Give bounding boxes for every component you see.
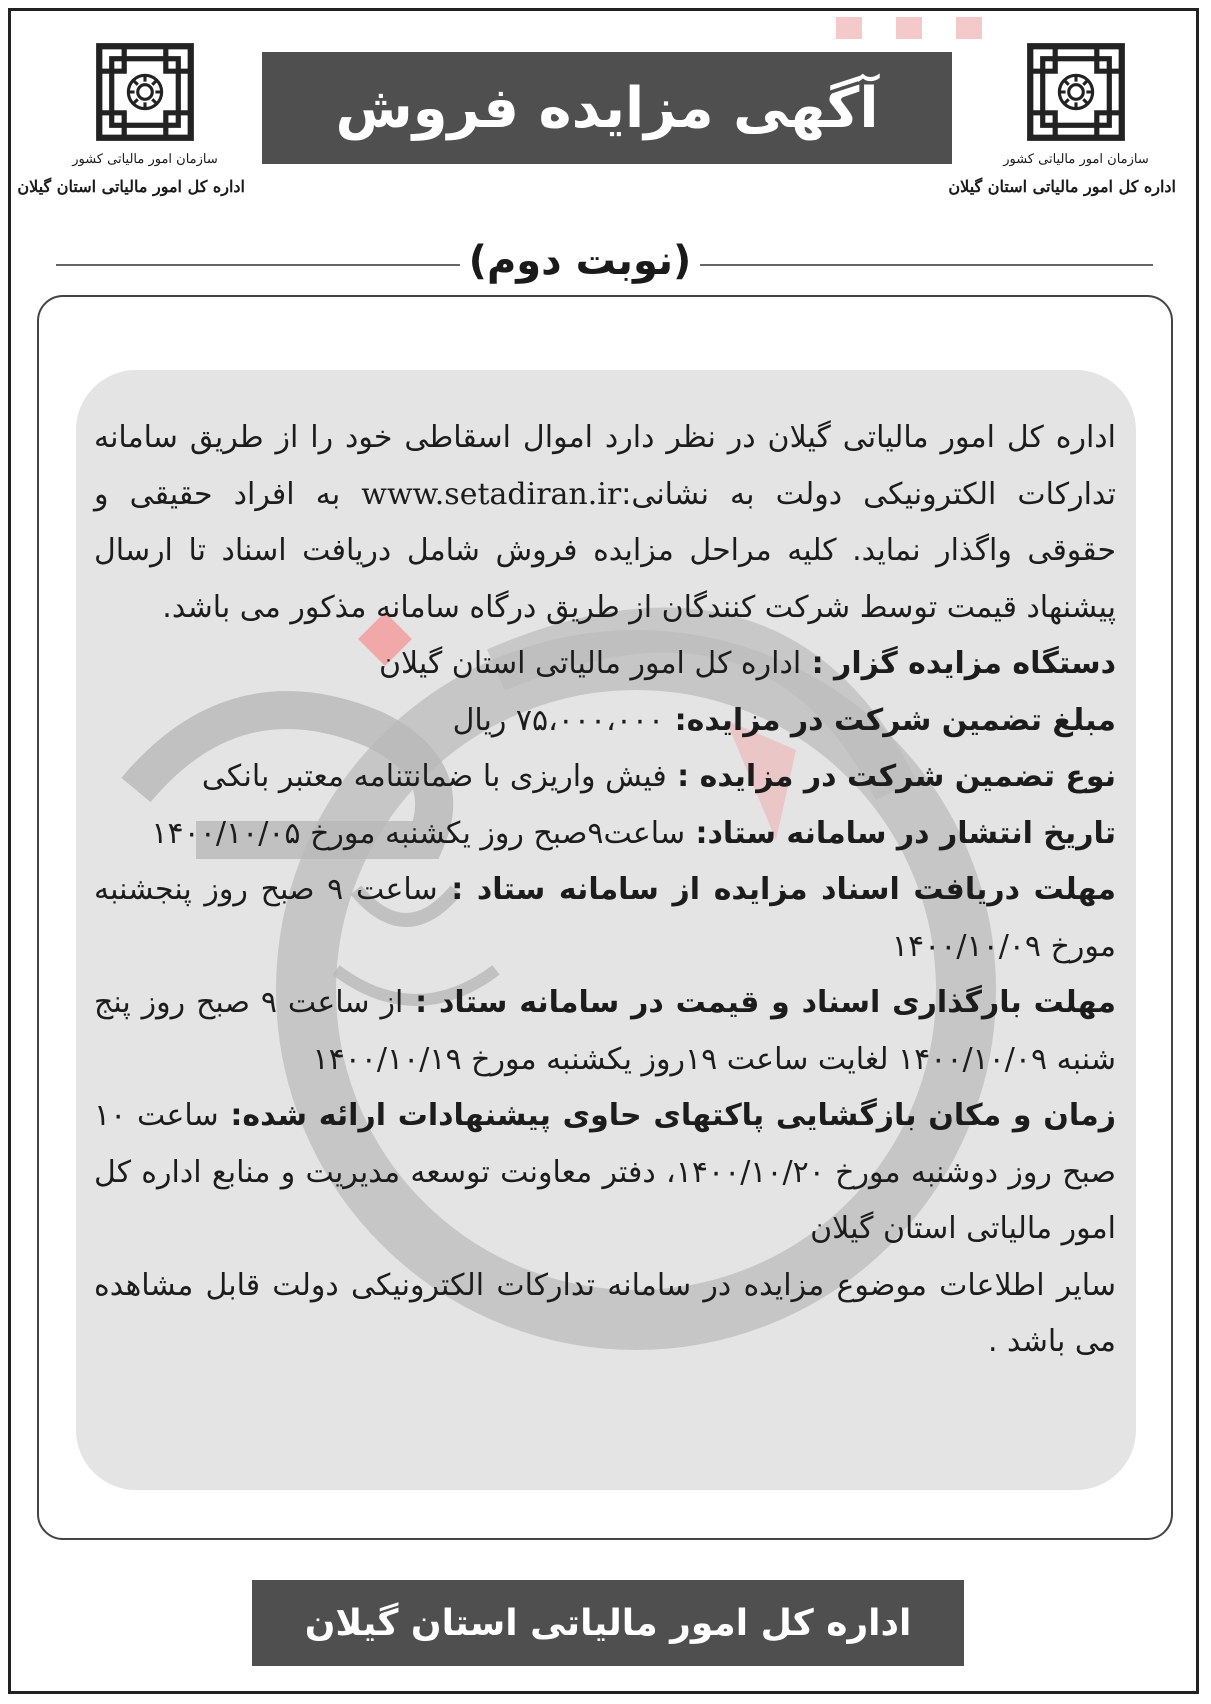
detail-item <box>94 749 1116 806</box>
logo-org-line2: اداره کل امور مالیاتی استان گیلان <box>948 177 1176 196</box>
logo-left <box>17 40 245 196</box>
detail-label: تاریخ انتشار در سامانه ستاد: <box>685 815 1116 851</box>
detail-value: ساعت۹صبح روز یکشنبه مورخ ۱۴۰۰/۱۰/۰۵ <box>151 815 686 851</box>
notice-panel <box>76 370 1136 1490</box>
footer-organization: اداره کل امور مالیاتی استان گیلان <box>252 1580 964 1666</box>
tax-emblem-icon <box>93 40 197 144</box>
detail-item <box>94 1088 1116 1258</box>
detail-value: اداره کل امور مالیاتی استان گیلان <box>379 646 802 681</box>
detail-label: مبلغ تضمین شرکت در مزایده: <box>664 702 1116 738</box>
intro-text: اداره کل امور مالیاتی گیلان در نظر دارد اموال اسقاطی خود را از طریق سامانه تدارکات الکترونیکی دولت به نشانی: <box>94 420 1116 512</box>
detail-value: ساعت ۹ صبح روز پنجشنبه مورخ ۱۴۰۰/۱۰/۰۹ <box>94 872 1116 964</box>
detail-item <box>94 693 1116 750</box>
tax-emblem-icon <box>1024 40 1128 144</box>
closing-paragraph: سایر اطلاعات موضوع مزایده در سامانه تدارکات الکترونیکی دولت قابل مشاهده می باشد . <box>94 1267 1116 1359</box>
detail-item <box>94 862 1116 975</box>
detail-label: زمان و مکان بازگشایی پاکتهای حاوی پیشنهادات ارائه شده: <box>218 1098 1117 1133</box>
detail-label: مهلت بارگذاری اسناد و قیمت در سامانه ستاد : <box>403 985 1116 1020</box>
detail-label: نوع تضمین شرکت در مزایده : <box>666 759 1116 794</box>
logo-org-line1: سازمان امور مالیاتی کشور <box>72 152 218 167</box>
detail-item <box>94 975 1116 1088</box>
logo-right <box>948 40 1176 196</box>
page-title: آگهی مزایده فروش <box>262 52 952 164</box>
divider <box>700 264 1153 266</box>
setad-url: www.setadiran.ir <box>361 476 622 512</box>
detail-label: دستگاه مزایده گزار : <box>801 646 1116 681</box>
intro-tail: به افراد حقیقی و حقوقی واگذار نماید. کلیه مراحل مزایده فروش شامل دریافت اسناد تا ارسال پیشنهاد قیمت توسط شرکت کنندگان از طریق درگاه سامانه مذکور می باشد. <box>94 476 1116 625</box>
notice-body <box>94 410 1116 1371</box>
detail-value: از ساعت ۹ صبح روز پنج شنبه ۱۴۰۰/۱۰/۰۹ لغایت ساعت ۱۹روز یکشنبه مورخ ۱۴۰۰/۱۰/۱۹ <box>94 985 1116 1077</box>
logo-org-line2: اداره کل امور مالیاتی استان گیلان <box>17 177 245 196</box>
subtitle: (نوبت دوم) <box>460 238 700 284</box>
divider <box>56 264 471 266</box>
detail-value: ۷۵،۰۰۰،۰۰۰ ریال <box>452 702 665 738</box>
detail-label: مهلت دریافت اسناد مزایده از سامانه ستاد : <box>437 872 1117 907</box>
detail-value: فیش واریزی با ضمانتنامه معتبر بانکی <box>201 759 667 794</box>
logo-org-line1: سازمان امور مالیاتی کشور <box>1003 152 1149 167</box>
detail-item <box>94 806 1116 863</box>
detail-item <box>94 636 1116 693</box>
detail-value: ساعت ۱۰ صبح روز دوشنبه مورخ ۱۴۰۰/۱۰/۲۰، دفتر معاونت توسعه مدیریت و منابع اداره کل امور مالیاتی استان گیلان <box>94 1098 1117 1246</box>
intro-paragraph <box>94 410 1116 636</box>
